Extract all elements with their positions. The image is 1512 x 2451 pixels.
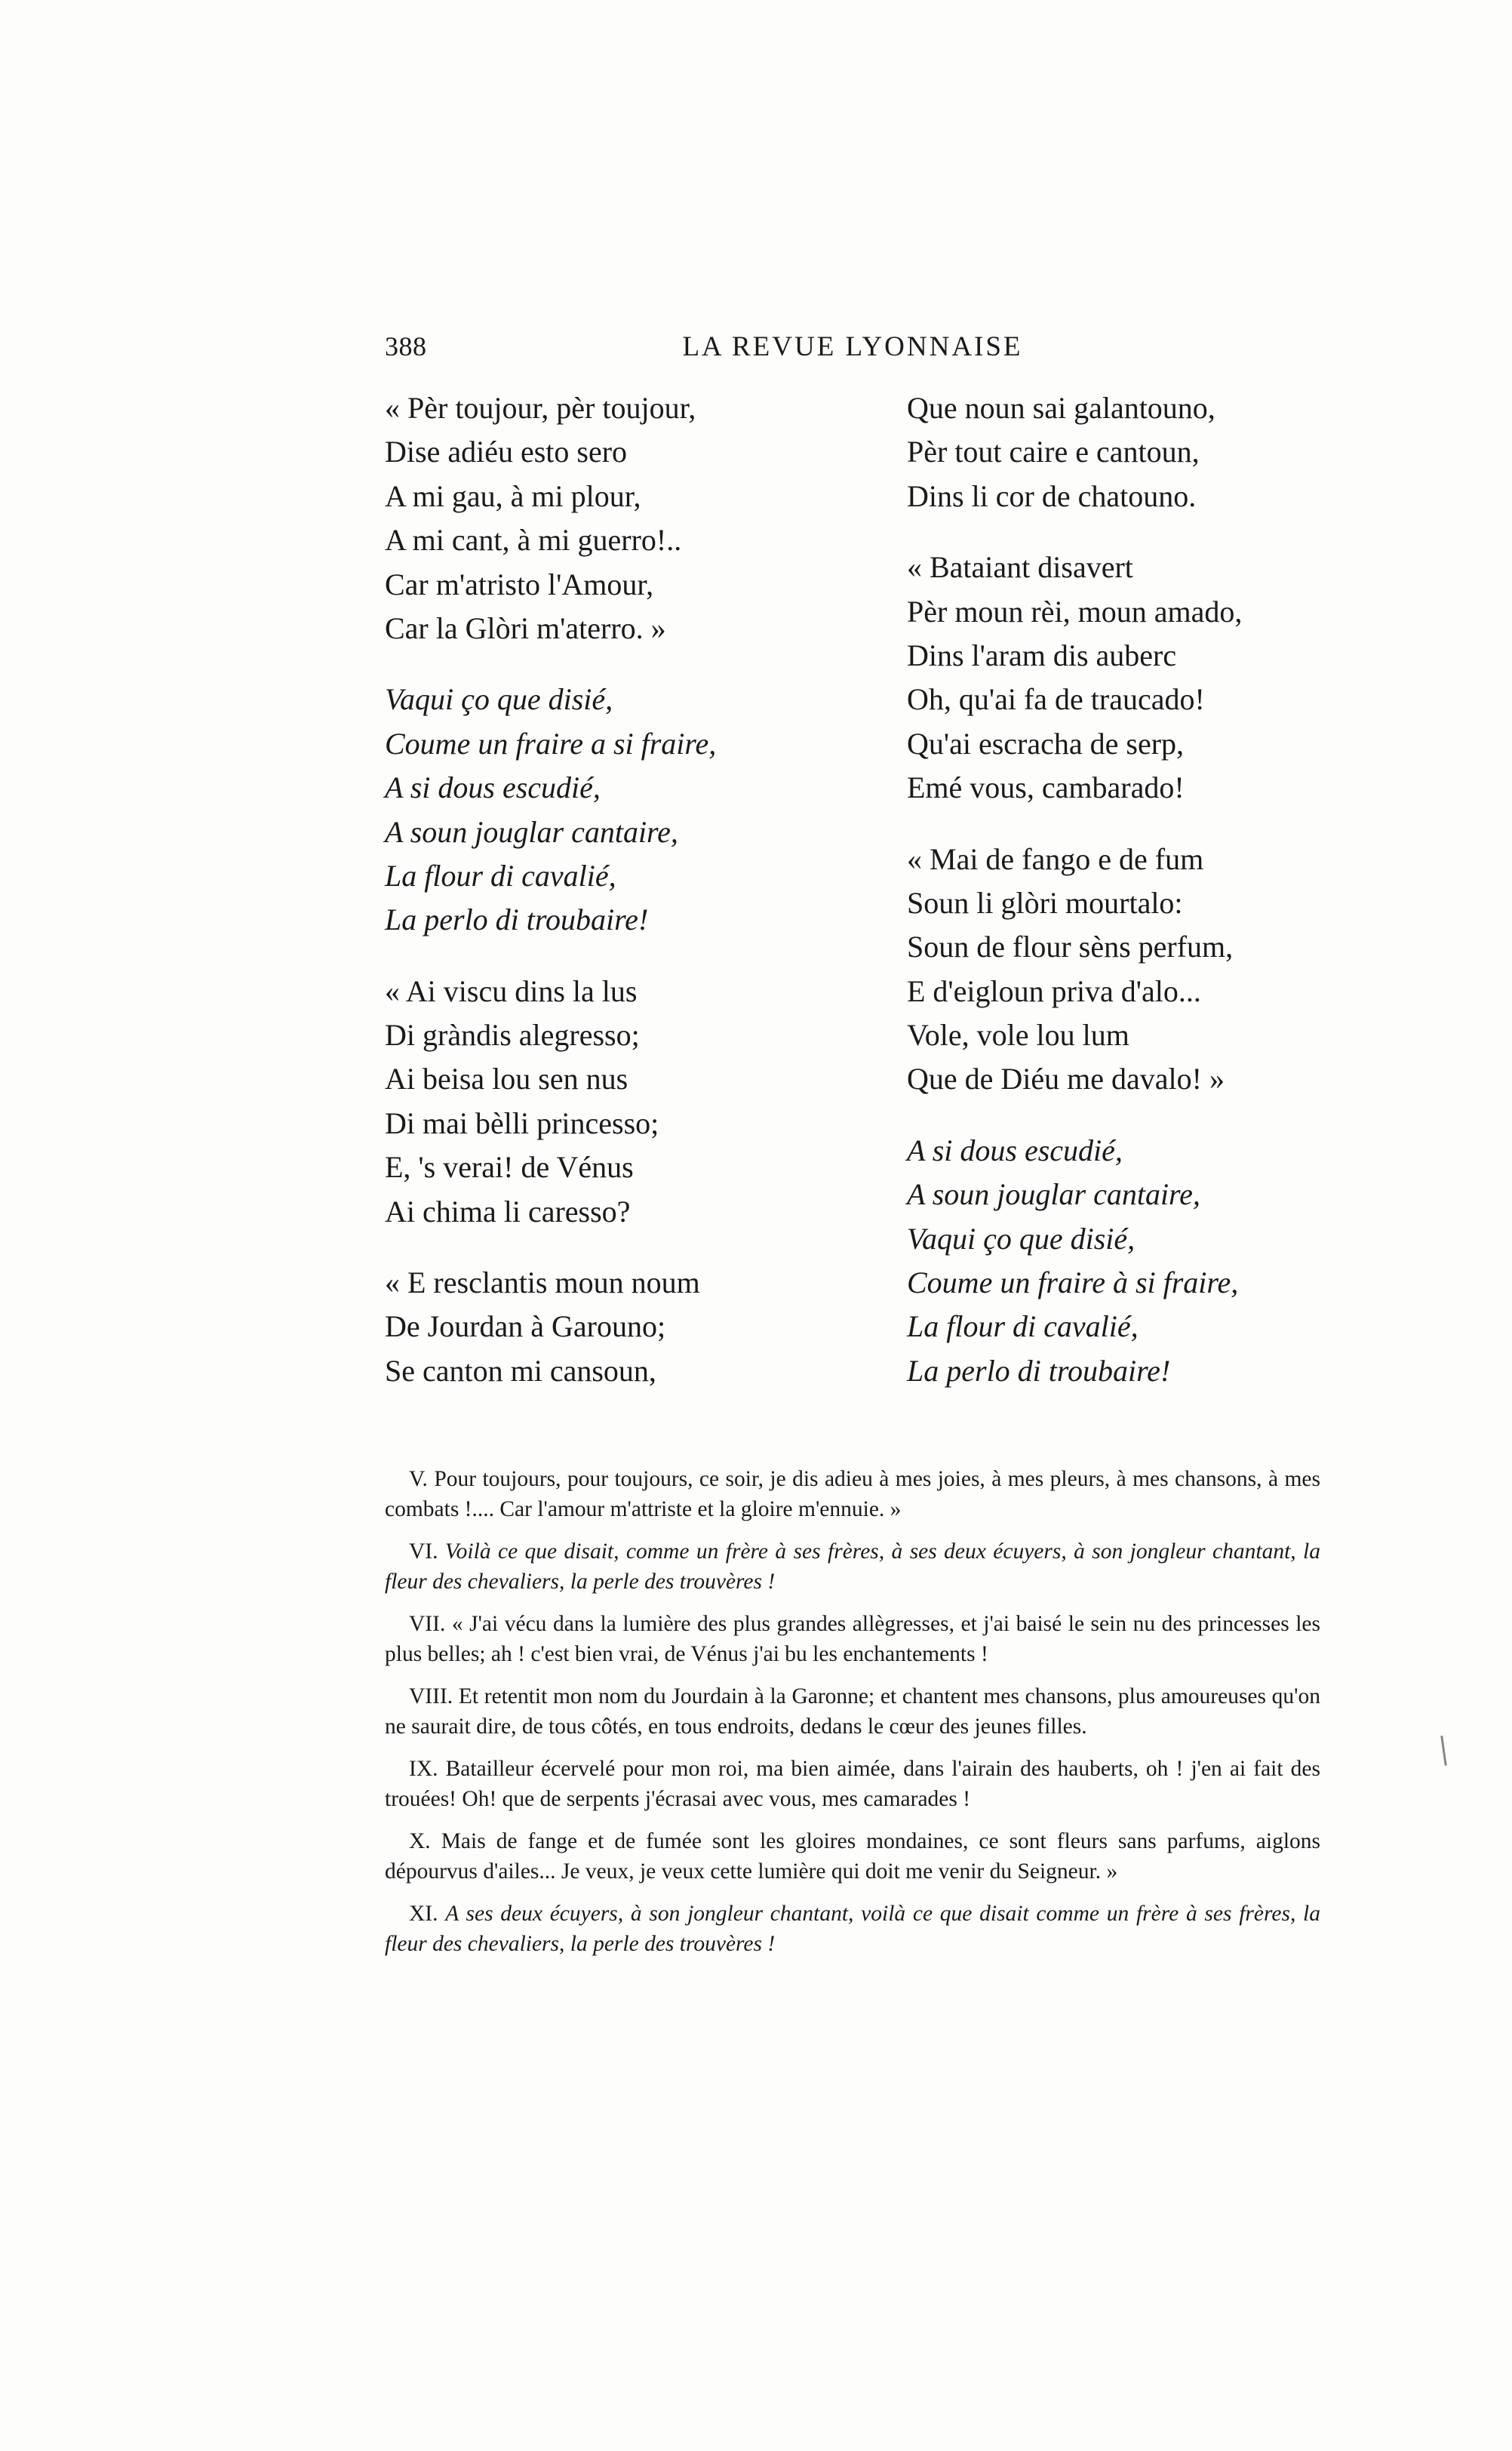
verse-line: « Pèr toujour, pèr toujour, (385, 391, 696, 425)
note-number: IX. (409, 1757, 438, 1781)
stanza (907, 546, 1329, 810)
verse-line: Coume un fraire à si fraire, (907, 1265, 1239, 1300)
verse-line: La flour di cavalié, (907, 1309, 1139, 1344)
note-viii (385, 1681, 1320, 1742)
verse-line: Di gràndis alegresso; (385, 1018, 640, 1053)
note-number: VIII. (409, 1684, 453, 1708)
stanza-refrain (907, 1129, 1329, 1393)
note-text: Pour toujours, pour toujours, ce soir, je dis adieu à mes joies, à mes pleurs, à mes chansons, à mes combats !.... Car l'amour m'attriste et la gloire m'ennuie. » (385, 1467, 1320, 1521)
verse-line: E d'eigloun priva d'alo... (907, 973, 1201, 1008)
verse-line: Car m'atristo l'Amour, (385, 567, 654, 601)
verse-line: « Mai de fango e de fum (907, 841, 1204, 876)
verse-line: Soun de flour sèns perfum, (907, 930, 1234, 964)
verse-line: Se canton mi cansoun, (385, 1353, 656, 1388)
verse-line: Soun li glòri mourtalo: (907, 885, 1183, 920)
stanza-refrain (385, 678, 853, 942)
page-header (385, 331, 1320, 368)
verse-line: Vaqui ço que disié, (907, 1221, 1136, 1256)
verse-line: A soun jouglar cantaire, (907, 1177, 1200, 1212)
verse-line: E, 's verai! de Vénus (385, 1150, 634, 1185)
note-xi (385, 1899, 1320, 1959)
note-number: VII. (409, 1612, 446, 1636)
verse-line: Vaqui ço que disié, (385, 682, 613, 717)
note-text: « J'ai vécu dans la lumière des plus grandes allègresses, et j'ai baisé le sein nu des princesses les plus belles; ah ! c'est bien vrai, de Vénus j'ai bu les enchantements ! (385, 1612, 1321, 1666)
verse-line: Dins l'aram dis auberc (907, 638, 1177, 672)
verse-line: Que de Diéu me davalo! » (907, 1062, 1225, 1096)
running-head: LA REVUE LYONNAISE (682, 331, 1023, 362)
note-v (385, 1464, 1320, 1524)
stanza (385, 386, 853, 650)
verse-line: Ai beisa lou sen nus (385, 1062, 628, 1096)
verse-line: « Bataiant disavert (907, 550, 1133, 585)
verse-line: Que noun sai galantouno, (907, 391, 1215, 425)
verse-line: Dise adiéu esto sero (385, 435, 628, 469)
stanza (907, 838, 1329, 1102)
note-x (385, 1826, 1320, 1887)
verse-line: Emé vous, cambarado! (907, 770, 1185, 805)
verse-line: A si dous escudié, (907, 1133, 1123, 1167)
note-vi (385, 1536, 1320, 1597)
verse-line: Pèr moun rèi, moun amado, (907, 594, 1243, 629)
verse-line: Oh, qu'ai fa de traucado! (907, 682, 1205, 717)
poem-left-column (385, 386, 853, 1420)
verse-line: Ai chima li caresso? (385, 1194, 631, 1229)
note-number: X. (409, 1829, 431, 1853)
note-vii (385, 1609, 1320, 1669)
verse-line: « E resclantis moun noum (385, 1265, 700, 1300)
verse-line: A soun jouglar cantaire, (385, 814, 678, 849)
note-number: V. (409, 1467, 428, 1491)
stanza (385, 970, 853, 1234)
verse-line: A mi cant, à mi guerro!.. (385, 523, 682, 558)
verse-line: Coume un fraire a si fraire, (385, 726, 717, 761)
note-text: Batailleur écervelé pour mon roi, ma bien aimée, dans l'airain des hauberts, oh ! j'en ai fait des trouées! Oh! que de serpents j'écrasai avec vous, mes camarades ! (385, 1757, 1320, 1811)
note-ix (385, 1754, 1320, 1814)
verse-line: A mi gau, à mi plour, (385, 478, 641, 513)
verse-line: A si dous escudié, (385, 770, 601, 805)
verse-line: De Jourdan à Garouno; (385, 1309, 666, 1344)
page-number: 388 (385, 331, 427, 361)
verse-line: Di mai bèlli princesso; (385, 1106, 659, 1140)
note-number: VI. (409, 1539, 438, 1564)
stanza (907, 386, 1329, 518)
note-text: Et retentit mon nom du Jourdain à la Garonne; et chantent mes chansons, plus amoureuses qu'on ne saurait dire, de tous côtés, en tous endroits, dedans le cœur des jeunes filles. (385, 1684, 1320, 1739)
note-text: Voilà ce que disait, comme un frère à ses frères, à ses deux écuyers, à son jongleur chantant, la fleur des chevaliers, la perle des trouvères ! (385, 1539, 1320, 1594)
stanza (385, 1261, 853, 1393)
note-text: A ses deux écuyers, à son jongleur chantant, voilà ce que disait comme un frère à ses frères, la fleur des chevaliers, la perle des trouvères ! (385, 1902, 1321, 1956)
note-text: Mais de fange et de fumée sont les gloires mondaines, ce sont fleurs sans parfums, aiglons dépourvus d'ailes... Je veux, je veux cette lumière qui doit me venir du Seigneur. » (385, 1829, 1320, 1884)
verse-line: « Ai viscu dins la lus (385, 973, 638, 1008)
verse-line: Qu'ai escracha de serp, (907, 726, 1185, 761)
translation-notes (385, 1464, 1320, 1971)
note-number: XI. (409, 1902, 438, 1926)
verse-line: Vole, vole lou lum (907, 1018, 1129, 1053)
verse-line: Pèr tout caire e cantoun, (907, 435, 1200, 469)
margin-mark (1440, 1736, 1447, 1766)
verse-line: Car la Glòri m'aterro. » (385, 610, 666, 645)
verse-line: La perlo di troubaire! (385, 903, 649, 937)
verse-line: La perlo di troubaire! (907, 1353, 1171, 1388)
poem-right-column (907, 386, 1329, 1420)
verse-line: Dins li cor de chatouno. (907, 478, 1197, 513)
verse-line: La flour di cavalié, (385, 858, 616, 893)
